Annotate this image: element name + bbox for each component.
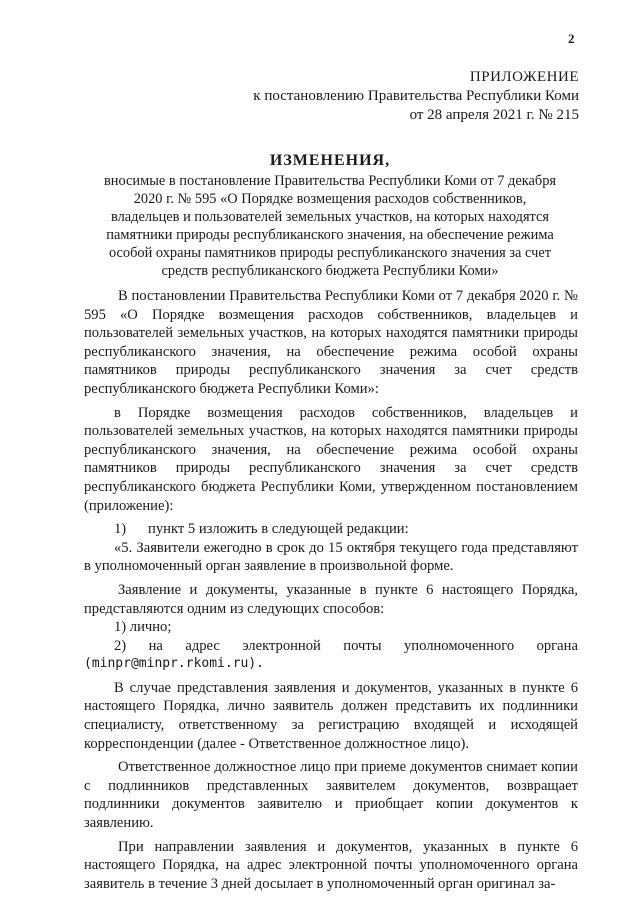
title-line: средств республиканского бюджета Республики Коми» (161, 263, 499, 279)
appendix-heading: ПРИЛОЖЕНИЕ (469, 69, 579, 85)
title-line: владельцев и пользователей земельных участков, на которых находятся (110, 209, 550, 225)
word: 2) (114, 637, 127, 654)
paragraph: «5. Заявители ежегодно в срок до 15 октября текущего года представляют в уполномоченный орган заявление в произвольной форме. (84, 539, 578, 575)
title-line: памятники природы республиканского значения, на обеспечение режима (106, 227, 554, 243)
document-body (84, 287, 578, 893)
title-line: вносимые в постановление Правительства Республики Коми от 7 декабря (103, 173, 557, 189)
page-number: 2 (568, 31, 575, 46)
word: на (148, 637, 163, 654)
paragraph: 1) пункт 5 изложить в следующей редакции: (114, 521, 409, 538)
paragraph: Заявление и документы, указанные в пункте 6 настоящего Порядка, представляются одним из следующих способов: (84, 581, 578, 617)
email-address: (minpr@minpr.rkomi.ru). (84, 656, 265, 672)
word: уполномоченного (404, 637, 515, 654)
paragraph: При направлении заявления и документов, указанных в пункте 6 настоящего Порядка, на адрес электронной почты уполномоченного органа заявитель в течение 3 дней досылает в уполномоченный орган оригинал за- (84, 838, 578, 892)
paragraph: В постановлении Правительства Республики Коми от 7 декабря 2020 г. № 595 «О Порядке возмещения расходов собственников, владельцев и пользователей земельных участков, на которых находятся памятники природы республиканского значения, на обеспечение режима особой охраны памятников природы республиканского значения за счет средств республиканского бюджета Республики Коми»: (84, 288, 578, 397)
paragraph: 1) лично; (114, 619, 172, 636)
paragraph: в Порядке возмещения расходов собственников, владельцев и пользователей земельных участков, на которых находятся памятники природы республиканского значения, на обеспечение режима особой охраны памятников природы республиканского значения за счет средств республиканского бюджета Республики Коми, утвержденном постановлением (приложение): (84, 404, 578, 514)
appendix-header (253, 68, 579, 125)
appendix-line-1: к постановлению Правительства Республики Коми (253, 88, 579, 104)
word: адрес (185, 637, 220, 654)
word: электронной (242, 637, 321, 654)
appendix-line-2: от 28 апреля 2021 г. № 215 (409, 107, 579, 123)
document-title (82, 152, 578, 280)
title-heading: ИЗМЕНЕНИЯ, (269, 152, 391, 169)
title-line: особой охраны памятников природы республиканского значения за счет (108, 245, 552, 261)
paragraph: В случае представления заявления и документов, указанных в пункте 6 настоящего Порядка, лично заявитель должен представить их подлинники специалисту, ответственному за регистрацию входящей и исходящей корреспонденции (далее - Ответственное должностное лицо). (84, 679, 578, 752)
word: почты (343, 637, 382, 654)
word: органа (536, 637, 578, 654)
email-line (84, 637, 578, 656)
paragraph: Ответственное должностное лицо при приеме документов снимает копии с подлинников представленных заявителем документов, возвращает подлинники документов заявителю и приобщает копии документов к заявлению. (84, 759, 578, 832)
title-line: 2020 г. № 595 «О Порядке возмещения расходов собственников, (133, 191, 527, 207)
